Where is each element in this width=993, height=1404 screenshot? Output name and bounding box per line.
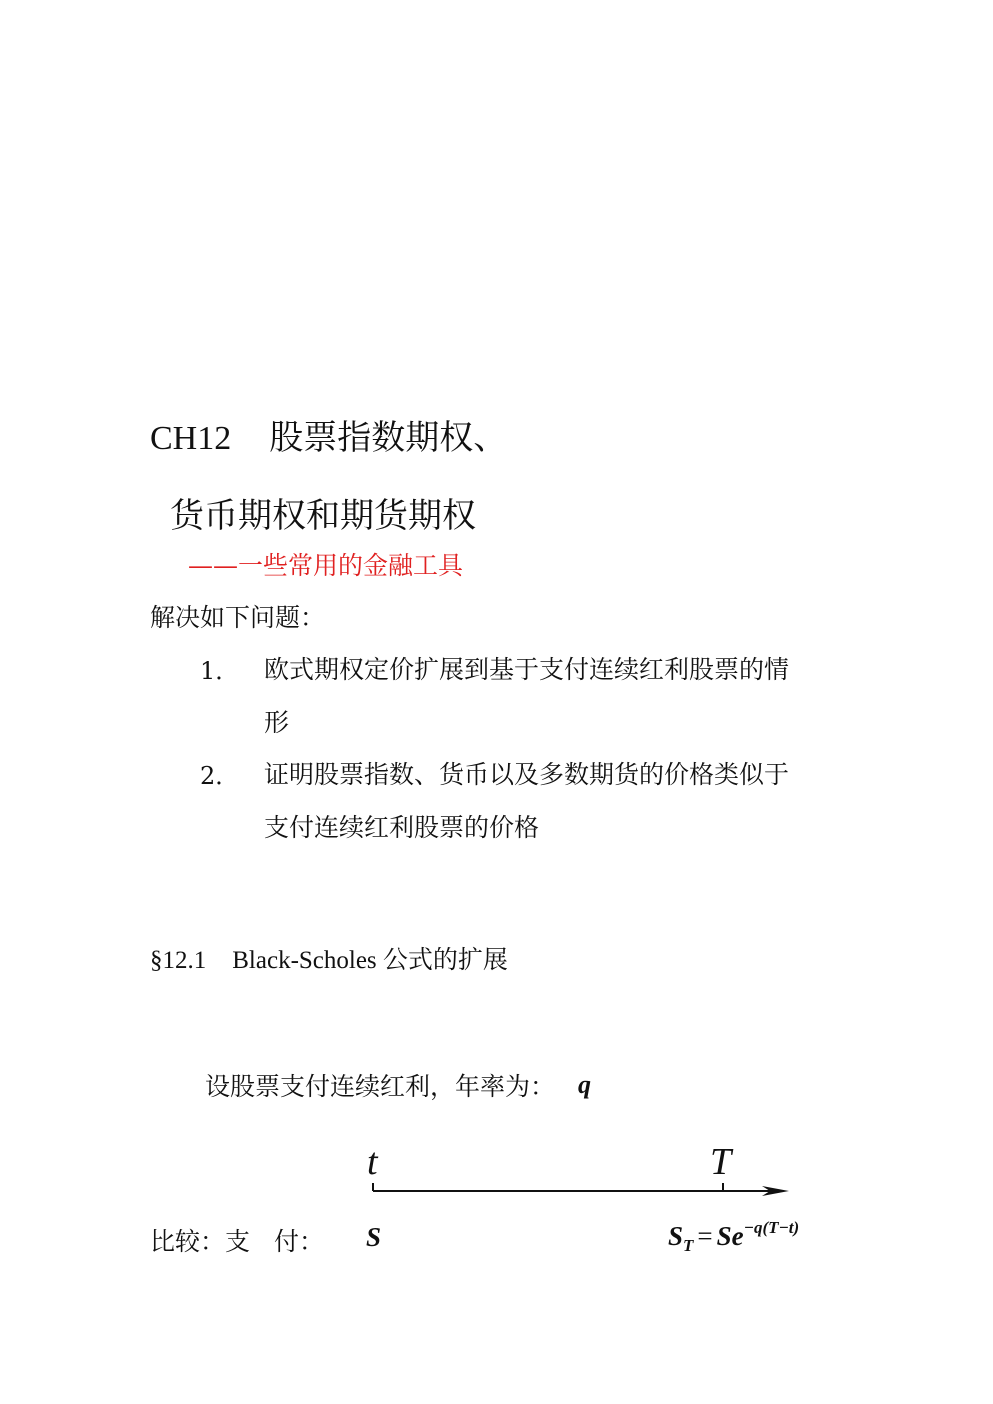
timeline-end-label: T <box>710 1141 732 1183</box>
section-number: §12.1 <box>150 947 207 974</box>
formula-rhs: Se <box>716 1221 744 1251</box>
compare-label-part1: 比较：支 <box>150 1227 251 1256</box>
compare-label-part2: 付： <box>274 1227 325 1256</box>
chapter-title-line2: 货币期权和期货期权 <box>170 496 476 536</box>
problem-number-2: 2． <box>200 762 240 790</box>
formula-lhs-subscript: T <box>683 1236 694 1255</box>
problem-2-line1: 证明股票指数、货币以及多数期货的价格类似于 <box>264 760 790 789</box>
problem-1-line1: 欧式期权定价扩展到基于支付连续红利股票的情 <box>264 655 790 684</box>
chapter-subtitle: ——一些常用的金融工具 <box>188 551 464 580</box>
problem-1-line2: 形 <box>264 708 290 737</box>
compare-label <box>150 1222 324 1258</box>
payment-later-formula <box>668 1218 799 1256</box>
assumption-text: 设股票支付连续红利，年率为： <box>205 1072 556 1101</box>
problem-number-1: 1． <box>200 657 240 685</box>
payment-now: S <box>366 1222 382 1252</box>
formula-lhs: S <box>668 1221 684 1251</box>
intro-text: 解决如下问题： <box>150 603 326 632</box>
problem-2-line2: 支付连续红利股票的价格 <box>264 813 540 842</box>
chapter-title-text-1: 股票指数期权、 <box>269 418 508 458</box>
dividend-rate-variable: q <box>578 1070 591 1099</box>
formula-exponent: −q(T−t) <box>743 1218 800 1237</box>
section-name: Black-Scholes 公式的扩展 <box>232 947 508 974</box>
timeline-start-label: t <box>367 1141 378 1183</box>
chapter-number: CH12 <box>150 420 232 457</box>
formula-equals: = <box>697 1221 713 1251</box>
